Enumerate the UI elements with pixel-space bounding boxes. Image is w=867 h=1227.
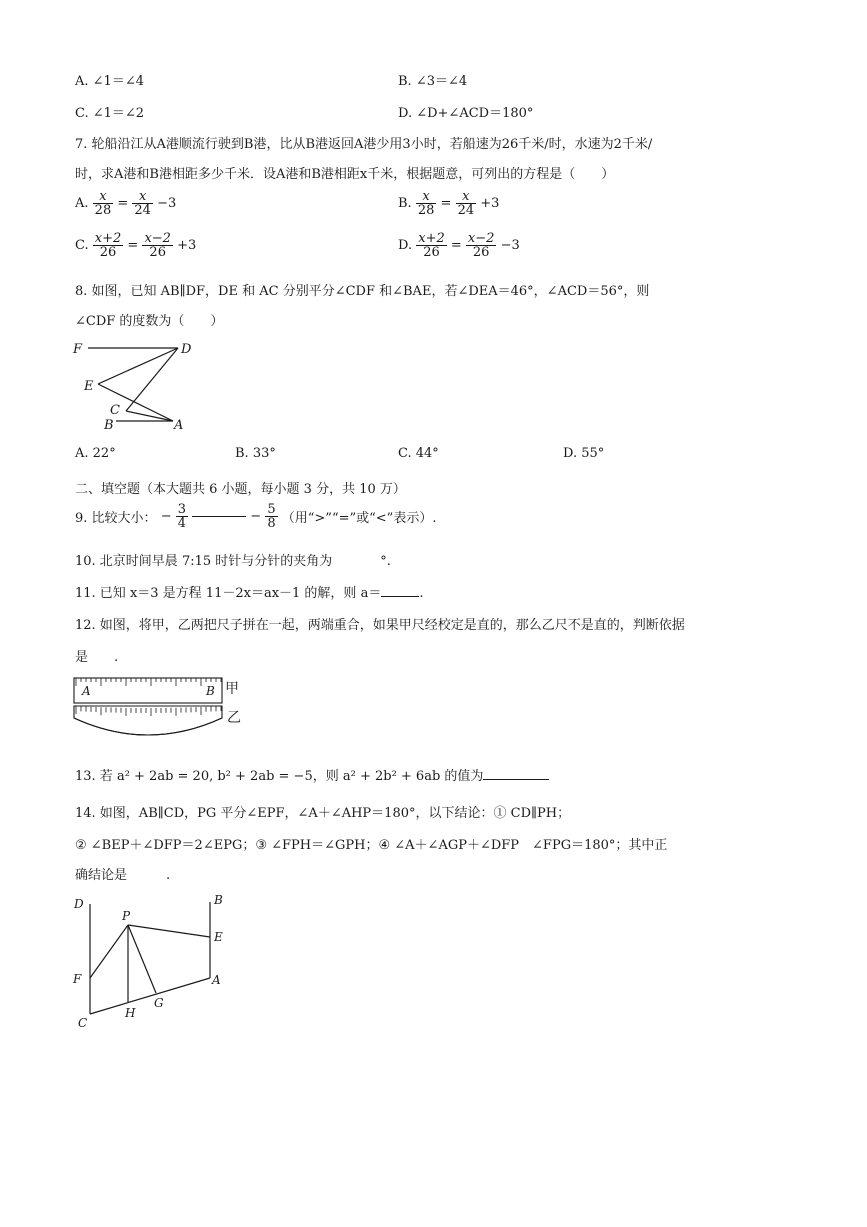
answer-blank[interactable]: [483, 766, 549, 780]
label-b: B: [104, 418, 114, 433]
label-a: A: [174, 418, 184, 433]
label-e: E: [84, 379, 94, 394]
label-b: B: [206, 684, 215, 698]
segment-pg: [128, 925, 156, 993]
q14-stem-line1: 14. 如图，AB∥CD，PG 平分∠EPF，∠A＋∠AHP＝180°，以下结论：① CD∥PH；: [75, 806, 571, 821]
q8-option-a: A. 22°: [75, 446, 116, 461]
q7-option-c: C. $\frac{x+2}{26}$ = $\frac{x-2}{26}$ +3: [75, 231, 197, 260]
q6-option-d: D. ∠D+∠ACD＝180°: [398, 106, 534, 121]
label-c: C: [110, 403, 120, 418]
segment-ca: [126, 411, 173, 421]
label-e: E: [214, 930, 223, 944]
q8-stem-line2: ∠CDF 的度数为（ ）: [75, 314, 224, 329]
q14-stem-line3: 确结论是 .: [75, 868, 171, 883]
q13: 13. 若 a² + 2ab = 20, b² + 2ab = −5，则 a² + 2b² + 6ab 的值为: [75, 765, 549, 784]
q9: 9. 比较大小： − $\frac{3}{4}$ − $\frac{5}{8}$ （用“>”“=”或“<”表示）.: [75, 502, 437, 531]
fraction: $\frac{x+2}{26}$: [94, 231, 122, 260]
fraction: $\frac{5}{8}$: [267, 502, 276, 531]
q14-stem-line2: ② ∠BEP＋∠DFP＝2∠EPG；③ ∠FPH＝∠GPH；④ ∠A＋∠AGP＋∠DFP ∠FPG＝180°；其中正: [75, 838, 668, 853]
fraction: $\frac{3}{4}$: [177, 502, 187, 531]
segment-pf: [90, 925, 128, 978]
q11: 11. 已知 x＝3 是方程 11－2x＝ax－1 的解，则 a＝ .: [75, 582, 423, 601]
q8-option-b: B. 33°: [235, 446, 276, 461]
q7-stem-line1: 7. 轮船沿江从A港顺流行驶到B港，比从B港返回A港少用3小时，若船速为26千米/时，水速为2千米/: [75, 137, 653, 152]
q7-option-a: A. $\frac{x}{28}$ = $\frac{x}{24}$ −3: [75, 189, 177, 218]
label-a: A: [212, 973, 221, 987]
answer-blank[interactable]: [192, 516, 246, 517]
fraction: $\frac{x-2}{26}$: [467, 231, 495, 260]
q10: 10. 北京时间早晨 7:15 时针与分针的夹角为 °.: [75, 554, 391, 569]
label-a: A: [82, 684, 91, 698]
q8-option-d: D. 55°: [563, 446, 605, 461]
label-p: P: [122, 909, 131, 923]
q8-stem-line1: 8. 如图，已知 AB∥DF，DE 和 AC 分别平分∠CDF 和∠BAE，若∠DEA＝46°，∠ACD＝56°，则: [75, 284, 650, 299]
segment-de: [98, 348, 178, 384]
segment-ca: [90, 978, 210, 1014]
segment-dc: [126, 348, 178, 411]
label-h: H: [125, 1006, 136, 1020]
label-b: B: [214, 893, 223, 907]
q6-option-a: A. ∠1＝∠4: [75, 74, 144, 89]
fraction: $\frac{x}{28}$: [417, 189, 435, 218]
label-g: G: [154, 996, 164, 1010]
label-jia: 甲: [225, 681, 239, 697]
label-yi: 乙: [227, 710, 241, 726]
fraction: $\frac{x}{24}$: [457, 189, 475, 218]
q12-ruler-figure: [70, 672, 250, 748]
ruler-yi-ticks: [76, 706, 221, 716]
label-d: D: [74, 897, 84, 911]
label-d: D: [181, 342, 192, 357]
q6-option-b: B. ∠3＝∠4: [398, 74, 468, 89]
fraction: $\frac{x+2}{26}$: [418, 231, 445, 260]
label-c: C: [78, 1016, 88, 1030]
q7-stem-line2: 时，求A港和B港相距多少千米．设A港和B港相距x千米，根据题意，可列出的方程是（ ）: [75, 167, 615, 182]
fraction: $\frac{x}{24}$: [134, 189, 151, 218]
answer-blank[interactable]: [381, 583, 419, 597]
q6-option-c: C. ∠1＝∠2: [75, 106, 145, 121]
ruler-jia-ticks: [76, 678, 221, 686]
q8-figure: [70, 335, 210, 435]
q7-option-b: B. $\frac{x}{28}$ = $\frac{x}{24}$ +3: [398, 189, 500, 218]
q12-stem-line2: 是 .: [75, 650, 119, 665]
segment-pe: [128, 925, 210, 937]
label-f: F: [73, 342, 83, 357]
q14-figure: [68, 890, 238, 1030]
q7-option-d: D. $\frac{x+2}{26}$ = $\frac{x-2}{26}$ −3: [398, 231, 520, 260]
q8-option-c: C. 44°: [398, 446, 439, 461]
fraction: $\frac{x-2}{26}$: [144, 231, 171, 260]
label-f: F: [73, 972, 82, 986]
q12-stem-line1: 12. 如图，将甲，乙两把尺子拼在一起，两端重合，如果甲尺经校定是直的，那么乙尺不是直的，判断依据: [75, 618, 685, 633]
ruler-yi-curve: [74, 718, 222, 735]
section-heading: 二、填空题（本大题共 6 小题，每小题 3 分，共 10 万）: [75, 482, 406, 497]
fraction: $\frac{x}{28}$: [94, 189, 112, 218]
